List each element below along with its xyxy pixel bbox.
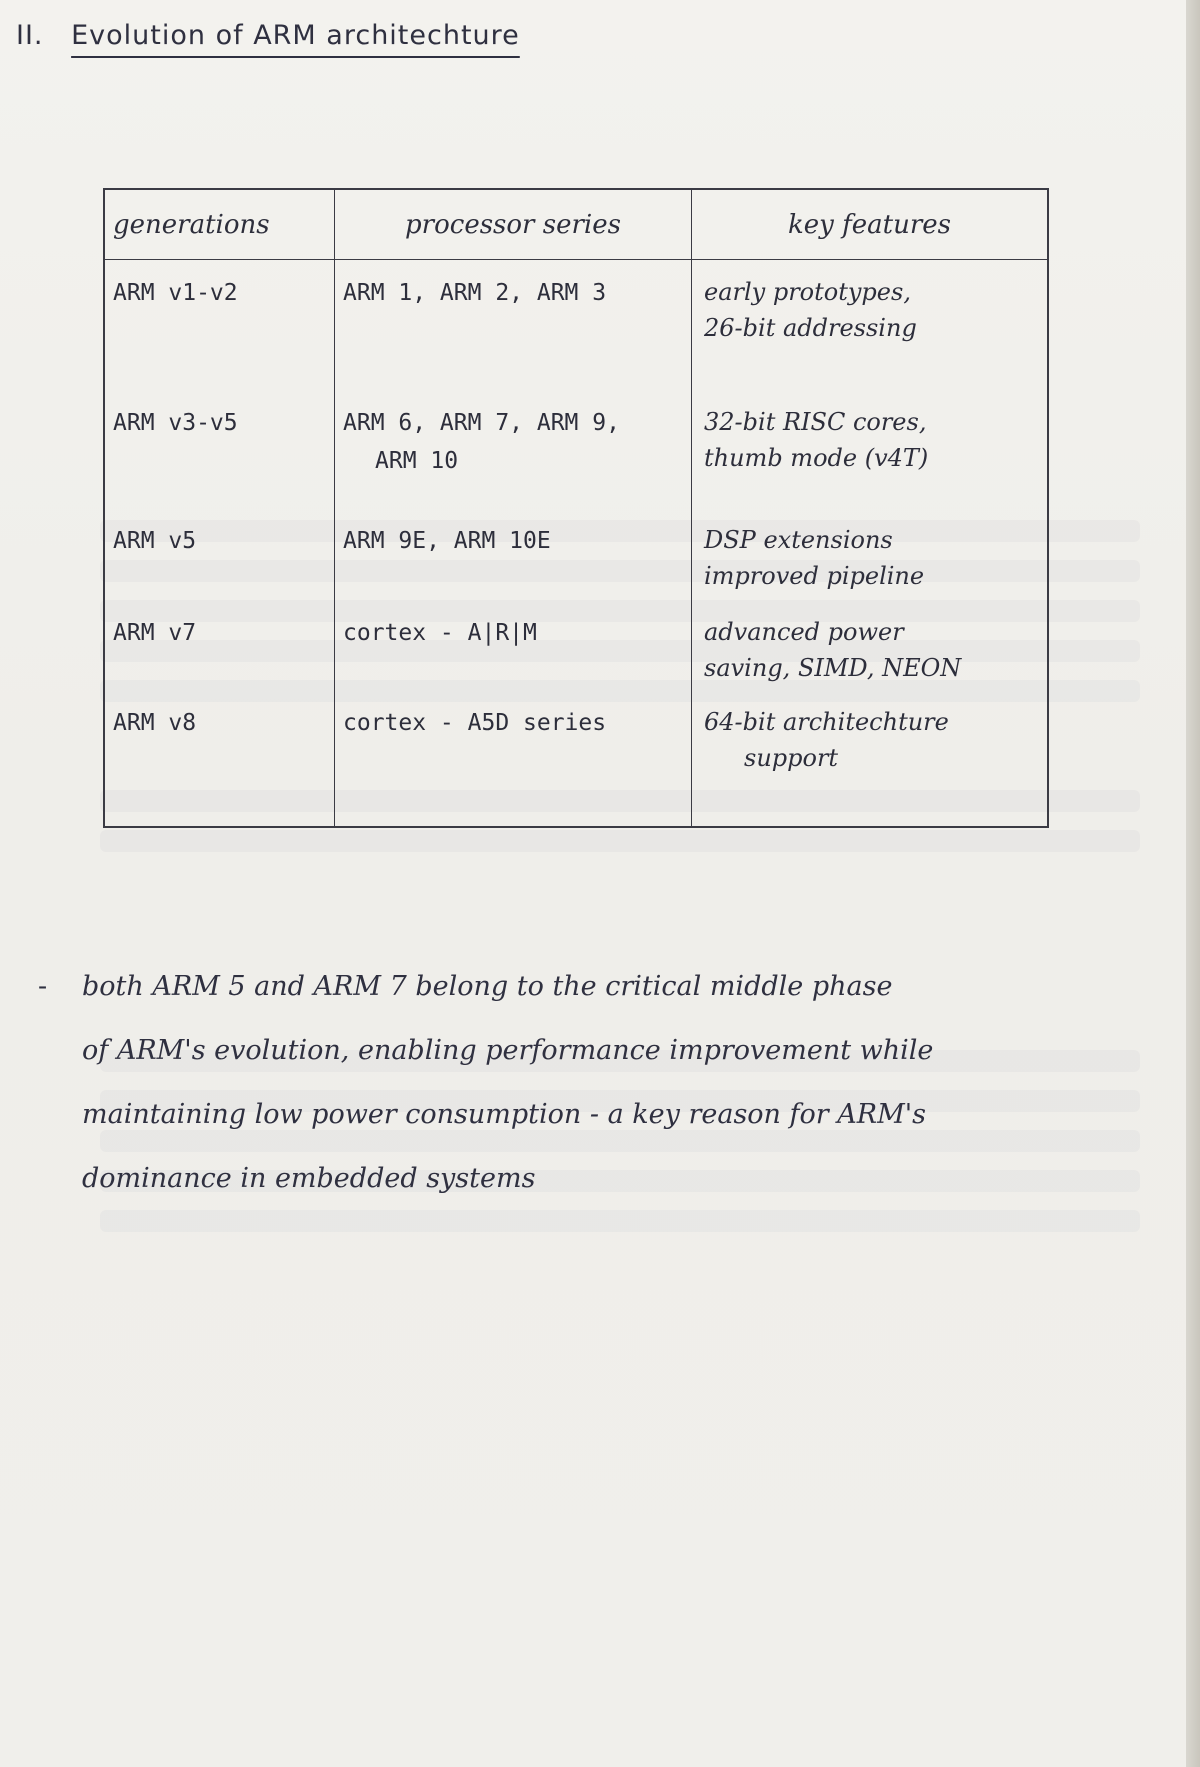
summary-paragraph	[38, 955, 1148, 1211]
table-cell-features: DSP extensions improved pipeline	[704, 526, 925, 590]
paragraph-line: of ARM's evolution, enabling performance improvement while	[82, 1035, 934, 1066]
table-cell-generation: ARM v3-v5	[105, 390, 335, 508]
table-cell-series: cortex - A|R|M	[335, 600, 692, 690]
table-cell-empty	[105, 804, 335, 826]
table-header-processor-series: processor series	[335, 190, 692, 260]
table-cell-empty	[335, 804, 692, 826]
table-cell-series: ARM 9E, ARM 10E	[335, 508, 692, 600]
table-cell-generation: ARM v5	[105, 508, 335, 600]
table-cell-generation: ARM v7	[105, 600, 335, 690]
table-cell-series: cortex - A5D series	[335, 690, 692, 804]
table-cell-features: 64-bit architechture support	[704, 708, 949, 772]
table-cell-features: 32-bit RISC cores, thumb mode (v4T)	[704, 408, 929, 472]
paragraph-line: - both ARM 5 and ARM 7 belong to the critical middle phase	[38, 955, 1148, 1019]
paragraph-line: dominance in embedded systems	[82, 1163, 536, 1194]
table-header-key-features: key features	[692, 190, 1047, 260]
bleed-through	[100, 1210, 1140, 1232]
table-cell-generation: ARM v8	[105, 690, 335, 804]
page-edge	[1186, 0, 1200, 1767]
arm-generations-table	[103, 188, 1049, 828]
table-cell-generation: ARM v1-v2	[105, 260, 335, 390]
section-heading	[16, 20, 520, 51]
table-cell-series: ARM 6, ARM 7, ARM 9, ARM 10	[335, 390, 692, 508]
table-cell-series: ARM 1, ARM 2, ARM 3	[335, 260, 692, 390]
table-cell-features: early prototypes, 26-bit addressing	[704, 278, 917, 342]
table-header-generations: generations	[105, 190, 335, 260]
section-title: Evolution of ARM architechture	[71, 20, 520, 51]
bleed-through	[100, 830, 1140, 852]
table-cell-empty	[692, 804, 1047, 826]
table-cell-features: advanced power saving, SIMD, NEON	[704, 618, 962, 682]
section-number: II.	[16, 20, 44, 51]
paragraph-line: maintaining low power consumption - a key reason for ARM's	[82, 1099, 927, 1130]
bullet-dash: -	[38, 971, 48, 1002]
